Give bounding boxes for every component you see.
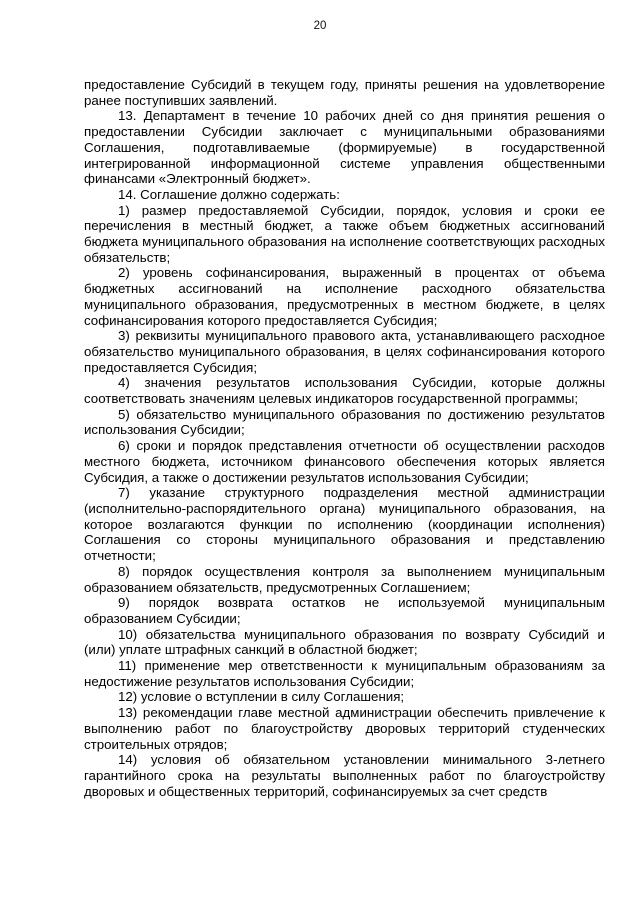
list-item-3: 3) реквизиты муниципального правового акта, устанавливающего расходное обязательство муниципального образования, в целях софинансирования которого предоставляется Субсидия; (84, 328, 605, 375)
paragraph-clause-14: 14. Соглашение должно содержать: (118, 186, 340, 202)
list-item-12: 12) условие о вступлении в силу Соглашения; (118, 689, 405, 705)
list-item-5: 5) обязательство муниципального образования по достижению результатов использования Субсидии; (84, 406, 605, 438)
list-item-13: 13) рекомендации главе местной администрации обеспечить привлечение к выполнению работ по благоустройству дворовых территорий студенческих строительных отрядов; (84, 705, 605, 752)
paragraph-continuation: предоставление Субсидий в текущем году, приняты решения на удовлетворение ранее поступивших заявлений. (84, 77, 605, 108)
paragraph-clause-13: 13. Департамент в течение 10 рабочих дней со дня принятия решения о предоставлении Субсидии заключает с муниципальными образованиями Соглашения, подготавливаемые (формируемые) в государственной интегрированной информационной системе управления общественными финансами «Электронный бюджет». (84, 108, 605, 187)
list-item-10: 10) обязательства муниципального образования по возврату Субсидий и (или) уплате штрафных санкций в областной бюджет; (84, 626, 605, 658)
list-item-11: 11) применение мер ответственности к муниципальным образованиям за недостижение результатов использования Субсидии; (84, 658, 605, 689)
document-body (84, 77, 605, 799)
list-item-7: 7) указание структурного подразделения местной администрации (исполнительно-распорядительного органа) муниципального образования, на которое возлагаются функции по исполнению (координации исполнения) Соглашения со стороны муниципального образования и представлению отчетности; (84, 485, 605, 564)
list-item-2: 2) уровень софинансирования, выраженный в процентах от объема бюджетных ассигнований на исполнение расходного обязательства муниципального образования, предусмотренных в местном бюджете, в целях софинансирования которого предоставляется Субсидия; (84, 265, 605, 328)
list-item-9: 9) порядок возврата остатков не используемой муниципальным образованием Субсидии; (84, 595, 605, 626)
list-item-8: 8) порядок осуществления контроля за выполнением муниципальным образованием обязательств, предусмотренных Соглашением; (84, 563, 605, 595)
list-item-6: 6) сроки и порядок представления отчетности об осуществлении расходов местного бюджета, источником финансового обеспечения которых является Субсидия, а также о достижении результатов использования Субсидии; (84, 438, 605, 485)
page-number: 20 (313, 20, 327, 32)
list-item-14: 14) условия об обязательном установлении минимального 3-летнего гарантийного срока на результаты выполненных работ по благоустройству дворовых и общественных территорий, софинансируемых за счет средств (84, 752, 605, 799)
list-item-4: 4) значения результатов использования Субсидии, которые должны соответствовать значениям целевых индикаторов государственной программы; (84, 375, 605, 407)
list-item-1: 1) размер предоставляемой Субсидии, порядок, условия и сроки ее перечисления в местный бюджет, а также объем бюджетных ассигнований бюджета муниципального образования на исполнение соответствующих расходных обязательств; (84, 202, 605, 265)
